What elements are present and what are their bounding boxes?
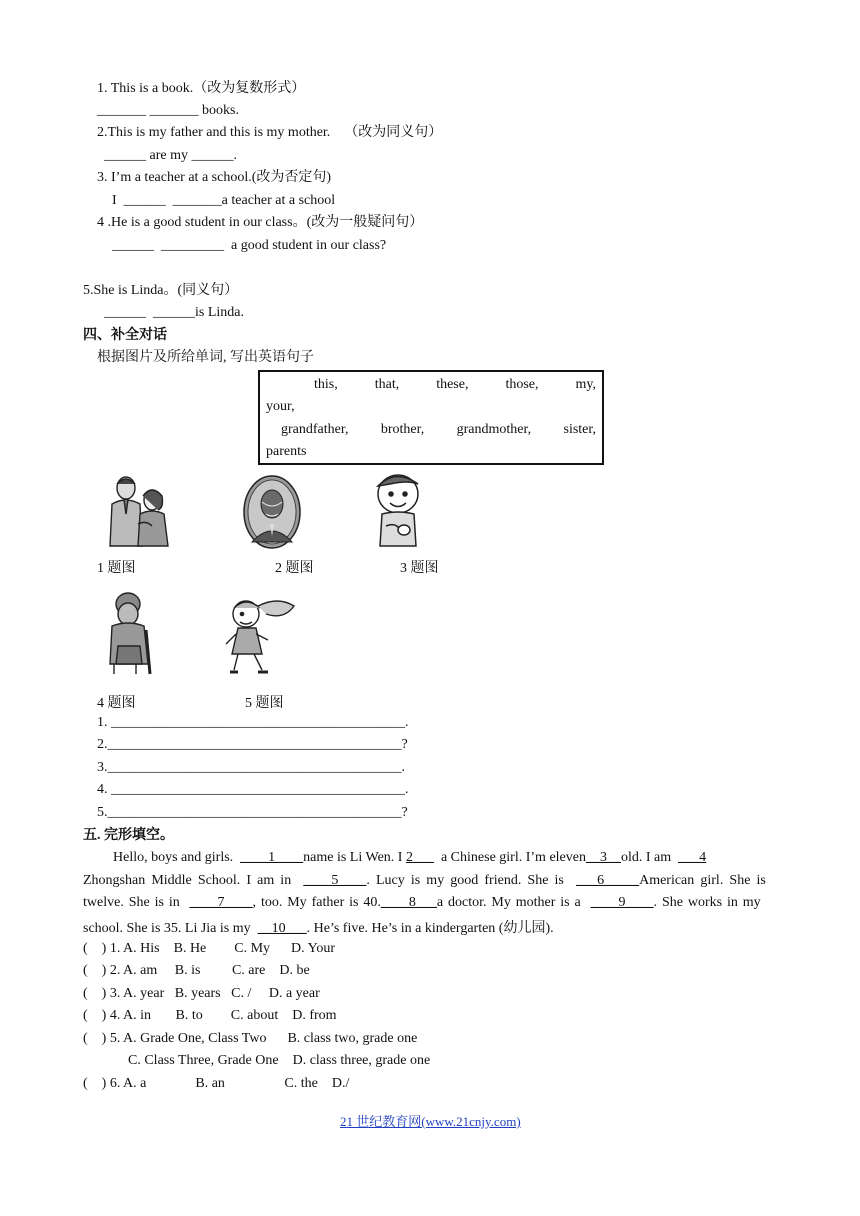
question-2: 2.This is my father and this is my mother. （改为同义句） (97, 125, 443, 140)
word-grandfather: grandfather, (281, 422, 349, 437)
option-row-1: ( ) 1. A. His B. He C. My D. Your (83, 941, 336, 956)
answer-line-1: 1. __________________________________________. (97, 715, 409, 730)
grandfather-portrait (242, 474, 302, 550)
question-5-blank: ______ ______is Linda. (104, 305, 244, 320)
question-2-blank: ______ are my ______. (104, 148, 237, 163)
passage-line-2: Zhongshan Middle School. I am in ____5____. Lucy is my good friend. She is ___6_____American girl. She is (83, 873, 766, 888)
answer-line-4: 4. __________________________________________. (97, 782, 409, 797)
blank-3: __3__ (585, 850, 621, 865)
blank-6: ___6_____ (576, 873, 640, 888)
blank-8: ____8___ (380, 895, 437, 910)
section-5-heading: 五. 完形填空。 (83, 828, 174, 843)
option-row-6: ( ) 6. A. a B. an C. the D./ (83, 1076, 350, 1091)
passage-line-3: twelve. She is in ____7____, too. My father is 40.____8___a doctor. My mother is a ____9____. She works in my (83, 895, 761, 910)
word-your: your, (266, 399, 295, 414)
brother-illustration (360, 470, 436, 550)
answer-line-3: 3.__________________________________________. (97, 760, 405, 775)
grandmother-illustration (100, 590, 162, 676)
blank-10: __10___ (257, 921, 307, 936)
footer-link[interactable]: 21 世纪教育网(www.21cnjy.com) (340, 1114, 521, 1129)
figure-label-3: 3 题图 (400, 561, 439, 576)
word-that: that, (374, 377, 400, 392)
figure-label-5: 5 题图 (245, 696, 284, 711)
option-row-5: ( ) 5. A. Grade One, Class Two B. class two, grade one (83, 1031, 418, 1046)
answer-line-5: 5.__________________________________________? (97, 805, 408, 820)
blank-1: ____1____ (240, 850, 304, 865)
section-4-instruction: 根据图片及所给单词, 写出英语句子 (97, 350, 314, 365)
option-row-3: ( ) 3. A. year B. years C. / D. a year (83, 986, 320, 1001)
word-these: these, (436, 377, 469, 392)
blank-7: ____7____ (189, 895, 253, 910)
word-grandmother: grandmother, (456, 422, 532, 437)
question-4: 4 .He is a good student in our class。(改为一般疑问句） (97, 215, 424, 230)
figure-label-4: 4 题图 (97, 696, 136, 711)
option-row-5-cont: C. Class Three, Grade One D. class three, grade one (128, 1053, 431, 1068)
option-row-2: ( ) 2. A. am B. is C. are D. be (83, 963, 310, 978)
section-4-heading: 四、补全对话 (83, 328, 167, 343)
passage-line-4: school. She is 35. Li Jia is my __10___. He’s five. He’s in a kindergarten (幼儿园). (83, 921, 554, 936)
parents-illustration (98, 474, 178, 550)
option-row-4: ( ) 4. A. in B. to C. about D. from (83, 1008, 337, 1023)
blank-5: ____5____ (303, 873, 367, 888)
question-5: 5.She is Linda。(同义句） (83, 283, 239, 298)
question-4-blank: ______ _________ a good student in our class? (112, 238, 387, 253)
question-3: 3. I’m a teacher at a school.(改为否定句) (97, 170, 332, 185)
blank-4: ___4 (678, 850, 707, 865)
sister-illustration (222, 594, 298, 676)
word-those: those, (505, 377, 539, 392)
blank-2: 2___ (405, 850, 434, 865)
word-box (258, 370, 604, 465)
word-sister: sister, (563, 422, 596, 437)
word-my: my, (575, 377, 596, 392)
word-parents: parents (266, 444, 307, 459)
blank-9: ____9____ (590, 895, 654, 910)
passage-line-1: Hello, boys and girls. ____1____name is Li Wen. I 2___ a Chinese girl. I’m eleven__3__old. I am ___4 (113, 850, 707, 865)
footer (340, 1113, 521, 1131)
word-this: this, (314, 377, 338, 392)
question-3-blank: I ______ _______a teacher at a school (112, 193, 336, 208)
question-1: 1. This is a book.（改为复数形式） (97, 81, 306, 96)
figure-label-1: 1 题图 (97, 561, 136, 576)
question-1-blank: _______ _______ books. (97, 103, 239, 118)
answer-line-2: 2.__________________________________________? (97, 737, 408, 752)
word-brother: brother, (380, 422, 425, 437)
figure-label-2: 2 题图 (275, 561, 314, 576)
